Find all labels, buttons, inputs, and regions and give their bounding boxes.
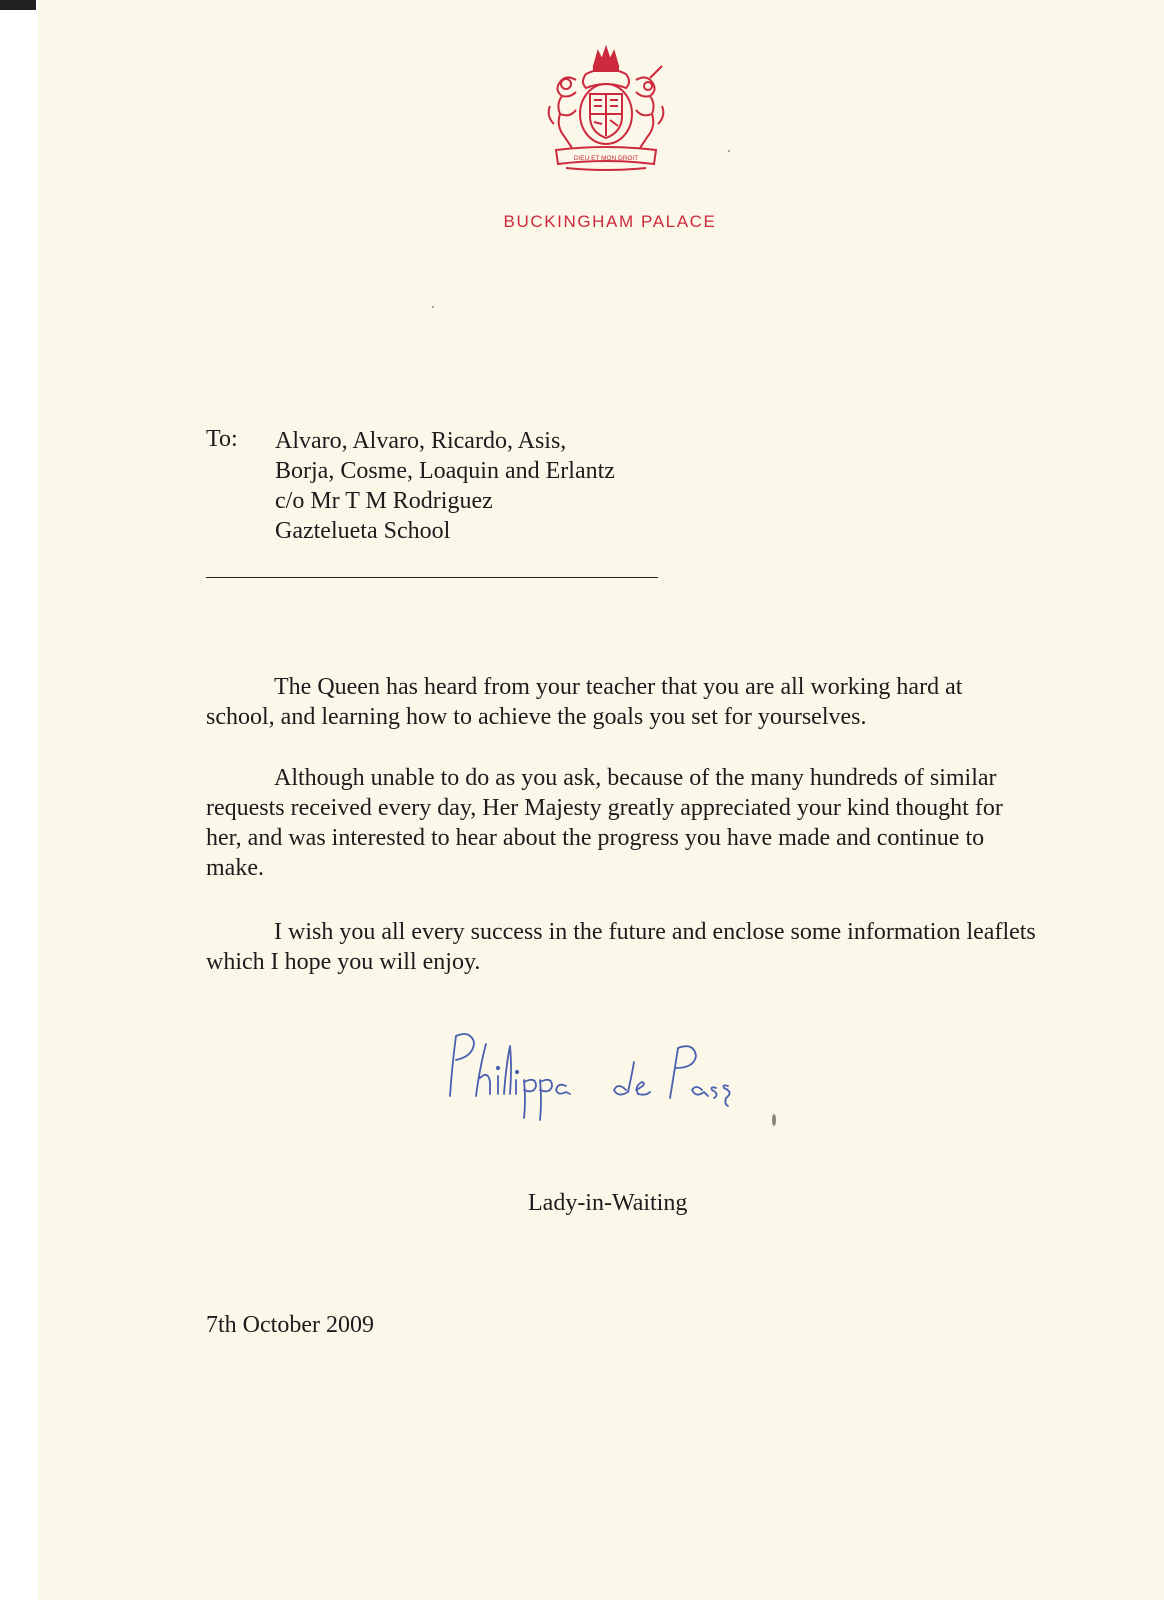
paragraph-text: I wish you all every success in the future and enclose some information leaflets which I hope you will enjoy. [206, 919, 1036, 975]
crest-motto: DIEU ET MON DROIT [573, 155, 639, 162]
royal-coat-of-arms-icon [536, 44, 676, 174]
paper-speck [728, 150, 730, 152]
paragraph-text: The Queen has heard from your teacher that you are all working hard at school, and learning how to achieve the goals you set for yourselves. [206, 674, 963, 730]
signatory-title: Lady-in-Waiting [528, 1190, 688, 1216]
scan-margin [0, 0, 38, 1600]
paper-speck [772, 1114, 776, 1126]
body-paragraph-1 [206, 672, 1036, 732]
letterhead-title: BUCKINGHAM PALACE [503, 212, 717, 231]
address-line: Borja, Cosme, Loaquin and Erlantz [275, 458, 615, 484]
address-line: Gaztelueta School [275, 518, 451, 544]
letter-date: 7th October 2009 [206, 1312, 374, 1338]
recipient-address [275, 426, 615, 546]
address-line: Alvaro, Alvaro, Ricardo, Asis, [275, 428, 567, 454]
handwritten-signature [440, 1026, 750, 1126]
paper-speck [432, 306, 434, 308]
address-line: c/o Mr T M Rodriguez [275, 488, 493, 514]
body-paragraph-3 [206, 917, 1036, 977]
paragraph-text: Although unable to do as you ask, because of the many hundreds of similar requests received every day, Her Majesty greatly appreciated your kind thought for her, and was interested to hear about the progress you have made and continue to make. [206, 765, 1003, 881]
divider-rule [206, 577, 658, 578]
scan-shadow [0, 0, 36, 10]
recipient-label: To: [206, 426, 238, 452]
body-paragraph-2 [206, 763, 1036, 883]
